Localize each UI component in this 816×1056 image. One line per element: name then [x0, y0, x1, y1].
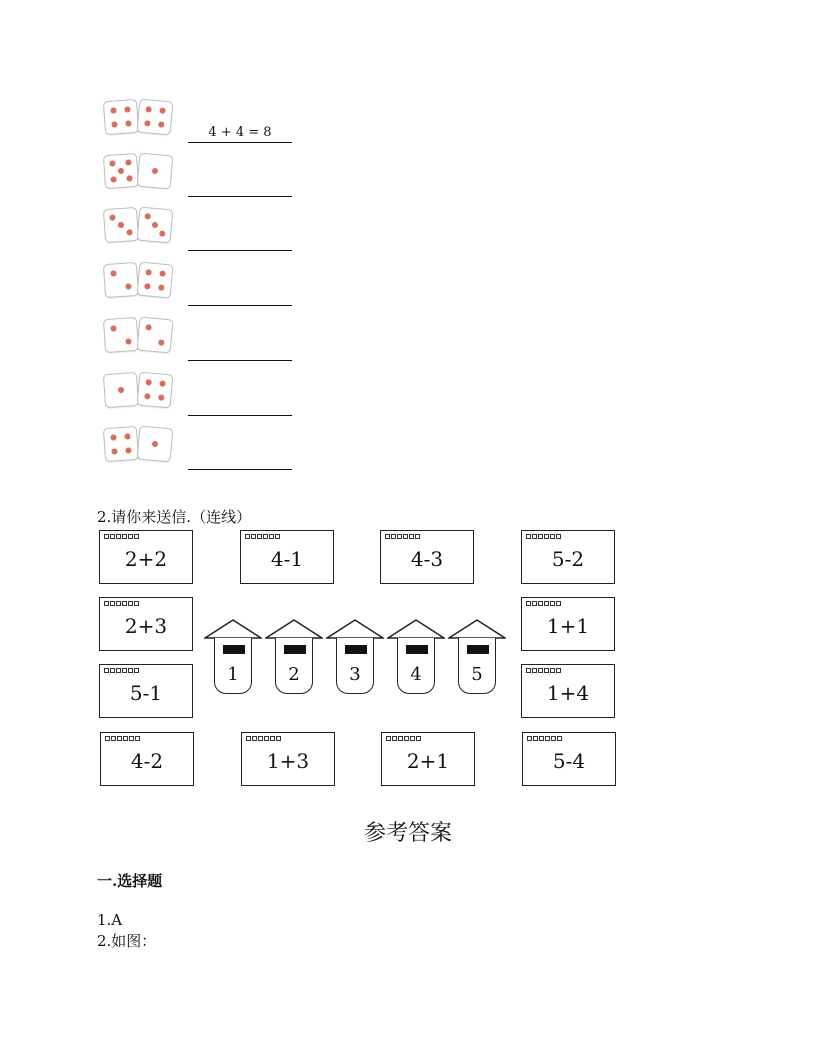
die-pip — [144, 213, 151, 220]
card-expression: 1+4 — [546, 681, 590, 705]
section-heading: 一.选择题 — [97, 872, 163, 890]
die-pip — [109, 160, 115, 166]
mail-slot — [406, 645, 428, 654]
postcode-boxes — [527, 736, 562, 741]
letter-card[interactable] — [521, 530, 615, 584]
card-expression: 2+3 — [124, 614, 168, 638]
die-pip — [111, 448, 117, 454]
die-pip — [159, 107, 166, 114]
die-pip — [145, 379, 152, 386]
die-pip — [118, 168, 124, 174]
letter-card[interactable] — [241, 732, 335, 786]
mailbox-body — [458, 638, 496, 694]
die-pip — [144, 283, 151, 290]
postcode-boxes — [526, 668, 561, 673]
letter-card[interactable] — [521, 597, 615, 651]
die-pip — [125, 447, 131, 453]
letter-card[interactable] — [99, 530, 193, 584]
mail-slot — [345, 645, 367, 654]
answer-line[interactable] — [188, 451, 292, 470]
postcode-boxes — [104, 668, 139, 673]
die-pip — [110, 270, 116, 276]
die-right — [137, 153, 174, 190]
die-right — [137, 262, 174, 299]
postcode-boxes — [526, 534, 561, 539]
card-expression: 1+3 — [266, 749, 310, 773]
answer-line[interactable] — [188, 342, 292, 361]
die-pip — [159, 380, 166, 387]
letter-card[interactable] — [381, 732, 475, 786]
mailbox-body — [336, 638, 374, 694]
die-pip — [124, 433, 130, 439]
answer-line[interactable] — [188, 397, 292, 416]
die-pip — [158, 394, 165, 401]
mail-slot — [284, 645, 306, 654]
die-pip — [124, 106, 130, 112]
letter-card[interactable] — [99, 597, 193, 651]
postcode-boxes — [386, 736, 421, 741]
mailbox-body — [214, 638, 252, 694]
question-2-title: 2.请你来送信.（连线） — [97, 508, 252, 526]
card-expression: 5-4 — [552, 749, 586, 773]
letter-card[interactable] — [522, 732, 616, 786]
mailbox[interactable] — [265, 618, 323, 698]
letter-card[interactable] — [100, 732, 194, 786]
answer-line[interactable] — [188, 178, 292, 197]
mailbox-body — [275, 638, 313, 694]
die-pip — [159, 230, 166, 237]
die-left — [103, 99, 139, 135]
card-expression: 4-2 — [130, 749, 164, 773]
card-expression: 4-1 — [270, 547, 304, 571]
die-left — [103, 317, 139, 353]
letter-card[interactable] — [521, 664, 615, 718]
mail-slot — [467, 645, 489, 654]
die-pip — [159, 270, 166, 277]
die-pip — [158, 284, 165, 291]
die-right — [137, 99, 174, 136]
die-pip — [144, 120, 151, 127]
dice-row — [100, 98, 300, 142]
die-pip — [109, 214, 115, 220]
answer-line[interactable]: 4 + 4 = 8 — [188, 124, 292, 143]
die-left — [103, 372, 139, 408]
card-expression: 5-2 — [551, 547, 585, 571]
postcode-boxes — [526, 601, 561, 606]
dice-row — [100, 206, 300, 250]
die-right — [137, 317, 174, 354]
card-expression: 1+1 — [546, 614, 590, 638]
die-pip — [126, 229, 132, 235]
die-left — [103, 426, 139, 462]
letter-card[interactable] — [240, 530, 334, 584]
dice-row — [100, 316, 300, 360]
die-right — [137, 372, 174, 409]
answer-line[interactable] — [188, 232, 292, 251]
mailbox-body — [397, 638, 435, 694]
die-pip — [111, 121, 117, 127]
letter-card[interactable] — [380, 530, 474, 584]
dice-row — [100, 425, 300, 469]
postcode-boxes — [246, 736, 281, 741]
die-pip — [118, 387, 124, 393]
die-pip — [125, 120, 131, 126]
mailbox-number: 2 — [288, 664, 300, 685]
die-pip — [110, 325, 116, 331]
die-right — [137, 207, 174, 244]
mailbox[interactable] — [326, 618, 384, 698]
postcode-boxes — [385, 534, 420, 539]
die-pip — [158, 339, 165, 346]
card-expression: 2+2 — [124, 547, 168, 571]
die-pip — [145, 106, 152, 113]
die-pip — [145, 324, 152, 331]
mailbox-number: 1 — [227, 664, 239, 685]
die-pip — [152, 168, 159, 175]
die-left — [103, 207, 139, 243]
mailbox-roof-icon — [265, 618, 323, 640]
mailbox-number: 4 — [410, 664, 422, 685]
die-pip — [152, 441, 159, 448]
postcode-boxes — [245, 534, 280, 539]
mailbox-roof-icon — [387, 618, 445, 640]
die-pip — [158, 121, 165, 128]
dice-row — [100, 152, 300, 196]
die-left — [103, 262, 139, 298]
answer-1: 1.A — [97, 911, 123, 929]
postcode-boxes — [104, 534, 139, 539]
die-pip — [152, 222, 159, 229]
card-expression: 2+1 — [406, 749, 450, 773]
die-pip — [125, 338, 131, 344]
card-expression: 5-1 — [129, 681, 163, 705]
answer-2: 2.如图： — [97, 932, 157, 950]
postcode-boxes — [105, 736, 140, 741]
postcode-boxes — [104, 601, 139, 606]
letter-card[interactable] — [99, 664, 193, 718]
die-pip — [110, 107, 116, 113]
mailbox-roof-icon — [326, 618, 384, 640]
die-pip — [110, 176, 116, 182]
die-pip — [144, 393, 151, 400]
reference-answers-title: 参考答案 — [363, 821, 452, 846]
die-pip — [126, 175, 132, 181]
die-pip — [118, 222, 124, 228]
mailbox-number: 3 — [349, 664, 361, 685]
die-pip — [125, 159, 131, 165]
die-left — [103, 153, 139, 189]
mailbox[interactable] — [204, 618, 262, 698]
mailbox[interactable] — [387, 618, 445, 698]
dice-row — [100, 371, 300, 415]
die-pip — [110, 434, 116, 440]
card-expression: 4-3 — [410, 547, 444, 571]
die-right — [137, 426, 174, 463]
mailbox-number: 5 — [471, 664, 483, 685]
answer-line[interactable] — [188, 287, 292, 306]
die-pip — [125, 283, 131, 289]
mailbox[interactable] — [448, 618, 506, 698]
die-pip — [145, 269, 152, 276]
mail-slot — [223, 645, 245, 654]
mailbox-roof-icon — [204, 618, 262, 640]
dice-row — [100, 261, 300, 305]
mailbox-roof-icon — [448, 618, 506, 640]
